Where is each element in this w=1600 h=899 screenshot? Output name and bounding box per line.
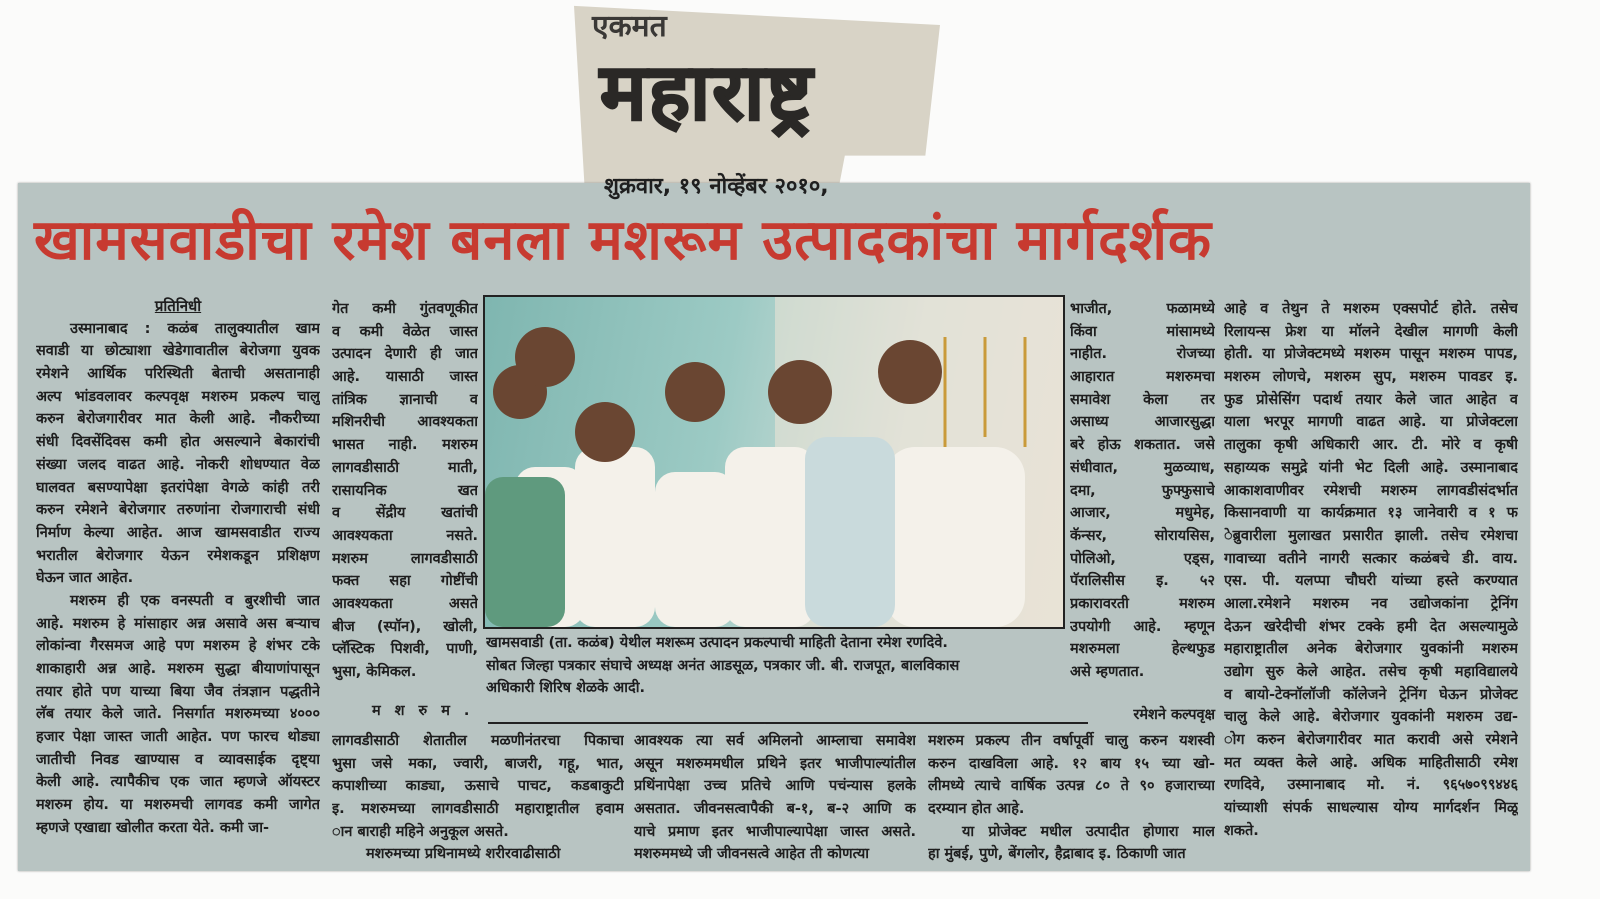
text-line: गेत कमी गुंतवणूकीत: [332, 301, 478, 317]
column-2-tail-text: मशरुम.: [372, 703, 484, 719]
column-2b: [332, 730, 624, 866]
text-line: देऊन खरेदीची शंभर टक्के हमी देत असल्यामुळे: [1224, 618, 1518, 635]
column-6: [1224, 298, 1518, 843]
text-line: तांत्रिक ज्ञानाची व: [332, 391, 478, 408]
text-line: लॅब तयार केले जाते. निसर्गात मशरुमच्या ४०००: [36, 706, 320, 723]
people-photo-image: [485, 297, 1063, 627]
text-line: हजार पेक्षा जास्त जाती आहेत. पण फारच थोड्या: [36, 729, 320, 746]
text-line: ेब्रुवारीला मुलाखत प्रसारीत झाली. तसेच रमेशचा: [1224, 527, 1518, 544]
text-line: समावेश केला तर: [1070, 391, 1215, 408]
text-line: असून मशरुममधील प्रथिने इतर भाजीपाल्यांतील: [634, 755, 916, 772]
text-line: दरम्यान होत आहे.: [928, 801, 1025, 818]
text-line: कॅन्सर, सोरायसिस,: [1070, 527, 1215, 544]
caption-line: खामसवाडी (ता. कळंब) येथील मशरूम उत्पादन प्रकल्पाची माहिती देताना रमेश रणदिवे.: [486, 635, 948, 651]
text-line: आहे. मशरुम हे मांसाहार अन्न असावे अस बऱ्याच: [36, 615, 320, 632]
text-line: फक्त सहा गोष्टींची: [332, 573, 478, 590]
text-line: संधीवात, मुळव्याध,: [1070, 459, 1215, 476]
text-line: तालुका कृषी अधिकारी आर. टी. मोरे व कृषी: [1224, 437, 1518, 454]
column-5: [1070, 298, 1215, 684]
text-line: व बायो-टेक्नॉलॉजी कॉलेजने ट्रेनिंग घेऊन प्रोजेक्ट: [1224, 686, 1518, 703]
text-line: होती. या प्रोजेक्टमध्ये मशरुम पासून मशरुम पापड,: [1224, 346, 1518, 363]
text-line: मशरुमला हेल्थफुड: [1070, 641, 1215, 658]
caption-line: अधिकारी शिरिष शेळके आदी.: [486, 680, 645, 697]
text-line: आजार, मधुमेह,: [1070, 505, 1215, 522]
text-line: भासत नाही. मशरुम: [332, 437, 478, 454]
text-line: रासायनिक खत: [332, 482, 478, 499]
text-line: कपाशीच्या काड्या, ऊसाचे पाचट, कडबाकुटी: [332, 778, 624, 795]
column-4b: [928, 730, 1215, 866]
article-photo: [483, 295, 1065, 629]
text-line: बीज (स्पॉन), खोली,: [332, 618, 478, 635]
text-line: भुसा, केमिकल.: [332, 664, 417, 680]
publication-name: एकमत: [592, 9, 667, 44]
text-line: उपयोगी आहे. म्हणून: [1070, 618, 1215, 635]
text-line: किंवा मांसामध्ये: [1070, 323, 1215, 340]
text-line: लागवडीसाठी शेतातील मळणीनंतरचा पिकाचा: [332, 733, 624, 749]
text-line: असाध्य आजारसुद्धा: [1070, 414, 1215, 431]
text-line: शकते.: [1224, 822, 1259, 839]
text-line: किसानवाणी या कार्यक्रमात १३ जानेवारी व १ फ: [1224, 505, 1518, 522]
text-line: जातीची निवड खाण्यास व व्यावसाईक दृष्ट्या: [36, 751, 320, 768]
column-2-tail: [372, 700, 484, 723]
text-line: आहारात मशरुमचा: [1070, 369, 1215, 386]
byline: प्रतिनिधी: [154, 297, 202, 315]
text-line: संधी दिवसेंदिवस कमी होत असल्याने बेकारांची: [36, 434, 320, 451]
text-line: लीमध्ये त्याचे वार्षिक उत्पन्न ८० ते ९० हजाराच्या: [928, 778, 1215, 795]
text-line: सहाय्यक समुद्रे यांनी भेट दिली आहे. उस्मानाबाद: [1224, 459, 1518, 476]
text-line: आला.रमेशने मशरुम नव उद्योजकांना ट्रेनिंग: [1224, 595, 1518, 612]
text-line: आकाशवाणीवर रमेशची मशरुम लागवडीसंदर्भात: [1224, 482, 1518, 499]
text-line: हा मुंबई, पुणे, बेंगलोर, हैद्राबाद इ. ठिकाणी जात: [928, 846, 1186, 863]
column-5-tail-text: रमेशने कल्पवृक्ष: [1133, 707, 1215, 723]
text-line: घेऊन जात आहेत.: [36, 570, 134, 587]
text-line: मशरुम ही एक वनस्पती व बुरशीची जात: [70, 592, 320, 609]
text-line: भरातील बेरोजगार येऊन रमेशकडून प्रशिक्षण: [36, 547, 320, 564]
text-line: ोग करुन बेरोजगारीवर मात करावी असे रमेशने: [1224, 732, 1518, 749]
caption-line: सोबत जिल्हा पत्रकार संघाचे अध्यक्ष अनंत आडसूळ, पत्रकार जी. बी. राजपूत, बालविकास: [486, 657, 960, 674]
text-line: लोकांन्वा गैरसमज आहे पण मशरुम हे शंभर टके: [36, 638, 320, 655]
text-line: बरे होऊ शकतात. जसे: [1070, 437, 1215, 454]
text-line: रिलायन्स फ्रेश या मॉलने देखील मागणी केली: [1224, 323, 1518, 340]
text-line: भुसा जसे मका, ज्वारी, बाजरी, गहू, भात,: [332, 755, 624, 772]
text-line: प्रथिंनापेक्षा उच्च प्रतिचे आणि पचंन्यास हलके: [634, 778, 916, 795]
text-line: प्रकारावरती मशरुम: [1070, 595, 1215, 612]
text-line: निर्माण केल्या आहेत. आज खामसवाडीत राज्य: [36, 524, 320, 541]
text-line: आहे व तेथुन ते मशरुम एक्सपोर्ट होते. तसेच: [1224, 301, 1518, 317]
text-line: उत्पादन देणारी ही जात: [332, 346, 478, 363]
text-line: नाहीत. रोजच्या: [1070, 346, 1215, 363]
column-3b: [634, 730, 916, 866]
text-line: करुन दाखविला आहे. १२ बाय १५ च्या खो-: [928, 755, 1215, 772]
text-line: रणदिवे, उस्मानाबाद मो. नं. ९६५७०९९४४६: [1224, 777, 1518, 794]
text-line: व कमी वेळेत जास्त: [332, 323, 478, 340]
text-line: यांच्याशी संपर्क साधल्यास योग्य मार्गदर्शन मिळू: [1224, 800, 1518, 817]
text-line: गावाच्या वतीने नागरी सत्कार कळंबचे डी. वाय.: [1224, 550, 1518, 567]
edition-name: महाराष्ट्र: [600, 48, 814, 138]
text-line: संख्या जलद वाढत आहे. नोकरी शोधण्यात वेळ: [36, 456, 320, 473]
text-line: आवश्यकता नसते.: [332, 527, 478, 544]
text-line: मशरुम होय. या मशरुमची लागवड कमी जागेत: [36, 797, 320, 814]
text-line: तयार होते पण याच्या बिया जैव तंत्रज्ञान पद्धतीने: [36, 683, 320, 700]
column-2: [332, 298, 478, 684]
text-line: रमेशने आर्थिक परिस्थिती बेताची असतानाही: [36, 366, 320, 383]
text-line: भाजीत, फळामध्ये: [1070, 301, 1215, 317]
text-line: सवाडी या छोट्याशा खेडेगावातील बेरोजगा युवक: [36, 343, 320, 360]
text-line: करुन बेरोजगारीवर मात केली आहे. नौकरीच्या: [36, 411, 320, 428]
column-1: [36, 295, 320, 840]
text-line: याचे प्रमाण इतर भाजीपाल्यापेक्षा जास्त असते.: [634, 823, 916, 840]
text-line: मशरुममध्ये जी जीवनसत्वे आहेत ती कोणत्या: [634, 846, 870, 863]
text-line: आवश्यक त्या सर्व अमिलनो आम्लाचा समावेश: [634, 733, 916, 749]
text-line: मशरुम लागवडीसाठी: [332, 550, 478, 567]
text-line: अल्प भांडवलावर कल्पवृक्ष मशरुम प्रकल्प चालु: [36, 388, 320, 405]
text-line: महाराष्ट्रातील अनेक बेरोजगार युवकांनी मशरुम: [1224, 641, 1518, 658]
text-line: या प्रोजेक्ट मधील उत्पादीत होणारा माल: [962, 823, 1215, 840]
text-line: पॅरालिसीस इ. ५२: [1070, 573, 1215, 590]
caption-divider: [488, 722, 1088, 724]
text-line: घालवत बसण्यापेक्षा इतरांपेक्षा वेगळे कांही तरी: [36, 479, 320, 496]
text-line: असतात. जीवनसत्वापैकी ब-१, ब-२ आणि क: [634, 801, 916, 818]
text-line: पोलिओ, एड्स,: [1070, 550, 1215, 567]
text-line: मशरुम प्रकल्प तीन वर्षापूर्वी चालु करुन यशस्वी: [928, 733, 1215, 749]
text-line: म्हणजे एखाद्या खोलीत करता येते. कमी जा-: [36, 819, 269, 836]
text-line: मत व्यक्त केले आहे. अधिक माहितीसाठी रमेश: [1224, 754, 1518, 771]
text-line: ान बाराही महिने अनुकूल असते.: [332, 823, 509, 840]
photo-caption: [486, 632, 1076, 700]
text-line: आहे. यासाठी जास्त: [332, 369, 478, 386]
text-line: असे म्हणतात.: [1070, 664, 1145, 680]
article-headline: खामसवाडीचा रमेश बनला मशरूम उत्पादकांचा मार्गदर्शक: [34, 208, 1212, 273]
text-line: व सेंद्रीय खतांची: [332, 505, 478, 522]
text-line: फुड प्रोसेसिंग पदार्थ तयार केले जात आहेत व: [1224, 391, 1518, 408]
text-line: लागवडीसाठी माती,: [332, 459, 478, 476]
text-line: केली आहे. त्यापैकीच एक जात म्हणजे ऑयस्टर: [36, 774, 320, 791]
text-line: इ. मशरुमच्या लागवडीसाठी महाराष्ट्रातील हवाम: [332, 801, 624, 818]
text-line: चालु केले आहे. बेरोजगार युवकांनी मशरुम उद्य-: [1224, 709, 1518, 726]
text-line: करुन रमेशने बेरोजगार तरुणांना रोजगाराची संधी: [36, 502, 320, 519]
text-line: शाकाहारी अन्न आहे. मशरुम सुद्धा बीयाणांपासून: [36, 661, 320, 678]
column-5-tail: [1100, 704, 1215, 727]
text-line: एस. पी. यलप्पा चौघरी यांच्या हस्ते करण्यात: [1224, 573, 1518, 590]
text-line: मशरुम लोणचे, मशरुम सुप, मशरुम पावडर इ.: [1224, 369, 1518, 386]
text-line: याला भरपूर मागणी वाढत आहे. या प्रोजेक्टला: [1224, 414, 1518, 431]
text-line: मशरुमच्या प्रथिनामध्ये शरीरवाढीसाठी: [366, 846, 561, 863]
text-line: आवश्यकता असते: [332, 595, 478, 612]
text-line: उद्योग सुरु केले आहेत. तसेच कृषी महाविद्यालये: [1224, 664, 1518, 680]
text-line: मशिनरीची आवश्यकता: [332, 414, 478, 431]
text-line: उस्मानाबाद : कळंब तालुक्यातील खाम: [70, 320, 320, 337]
text-line: प्लॅस्टिक पिशवी, पाणी,: [332, 641, 478, 658]
text-line: दमा, फुफ्फुसाचे: [1070, 482, 1215, 499]
issue-date: शुक्रवार, १९ नोव्हेंबर २०१०,: [604, 174, 829, 199]
